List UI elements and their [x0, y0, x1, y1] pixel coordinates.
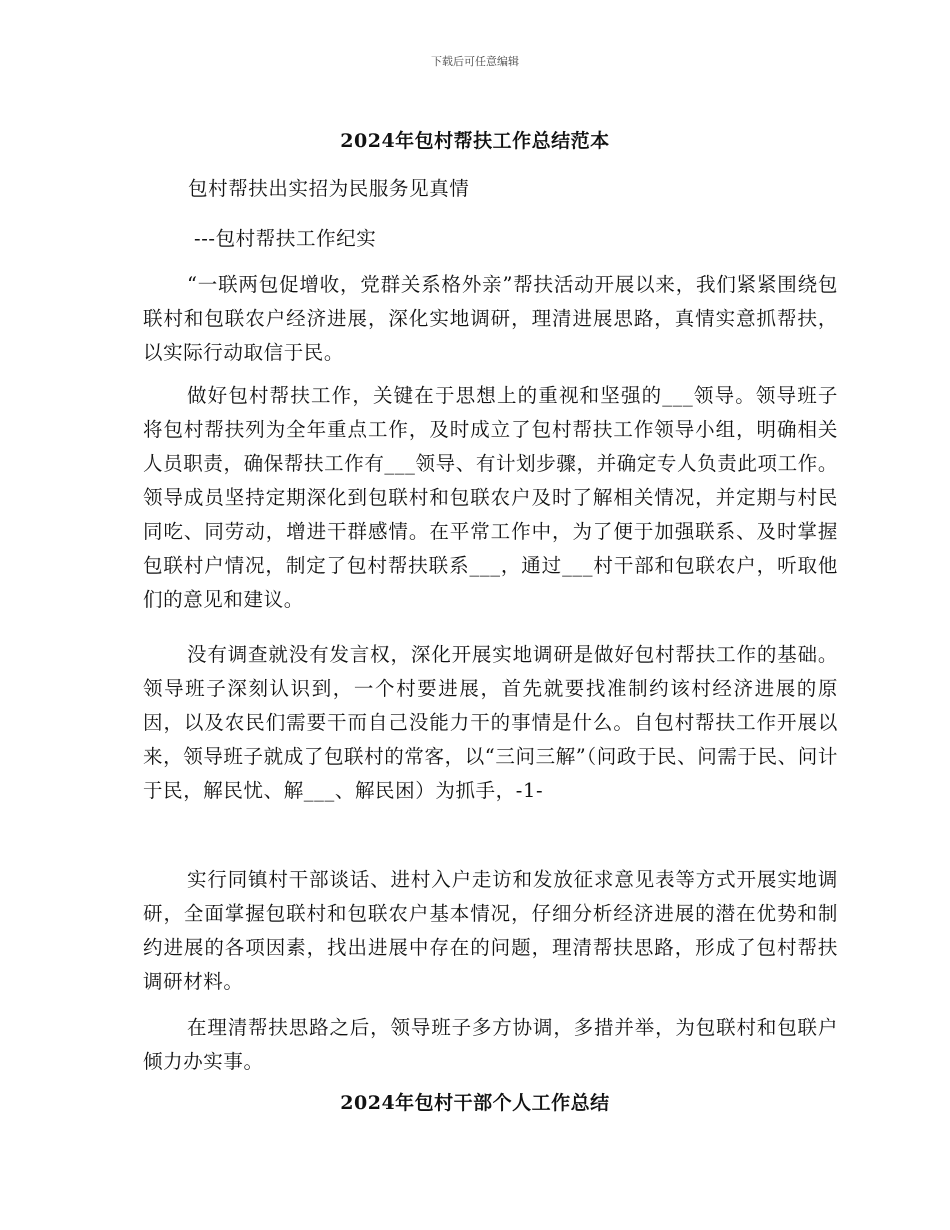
paragraph-2: 做好包村帮扶工作，关键在于思想上的重视和坚强的___领导。领导班子将包村帮扶列为全年重点工作，及时成立了包村帮扶工作领导小组，明确相关人员职责，确保帮扶工作有___领导、有计划步骤，并确定专人负责此项工作。领导成员坚持定期深化到包联村和包联农户及时了解相关情况，并定期与村民同吃、同劳动，增进干群感情。在平常工作中，为了便于加强联系、及时掌握包联村户情况，制定了包村帮扶联系___，通过___村干部和包联农户，听取他们的意见和建议。 — [143, 384, 838, 611]
document-title: 2024年包村帮扶工作总结范本 — [340, 130, 610, 152]
paragraph-1: “一联两包促增收，党群关系格外亲”帮扶活动开展以来，我们紧紧围绕包联村和包联农户经济进展，深化实地调研，理清进展思路，真情实意抓帮扶，以实际行动取信于民。 — [143, 273, 838, 364]
paragraph-3: 没有调查就没有发言权，深化开展实地调研是做好包村帮扶工作的基础。领导班子深刻认识到，一个村要进展，首先就要找准制约该村经济进展的原因，以及农民们需要干而自己没能力干的事情是什么。自包村帮扶工作开展以来，领导班子就成了包联村的常客，以“三问三解”（问政于民、问需于民、问计于民，解民忧、解___、解民困）为抓手，-1- — [143, 643, 838, 802]
section-title: 2024年包村干部个人工作总结 — [340, 1092, 610, 1114]
document-subtitle-secondary: ---包村帮扶工作纪实 — [194, 227, 377, 250]
page-header-note: 下载后可任意编辑 — [431, 55, 519, 68]
document-subtitle: 包村帮扶出实招为民服务见真情 — [188, 177, 470, 200]
paragraph-4: 实行同镇村干部谈话、进村入户走访和发放征求意见表等方式开展实地调研，全面掌握包联村和包联农户基本情况，仔细分析经济进展的潜在优势和制约进展的各项因素，找出进展中存在的问题，理清帮扶思路，形成了包村帮扶调研材料。 — [143, 868, 838, 993]
paragraph-5: 在理清帮扶思路之后，领导班子多方协调，多措并举，为包联村和包联户倾力办实事。 — [143, 1016, 838, 1073]
